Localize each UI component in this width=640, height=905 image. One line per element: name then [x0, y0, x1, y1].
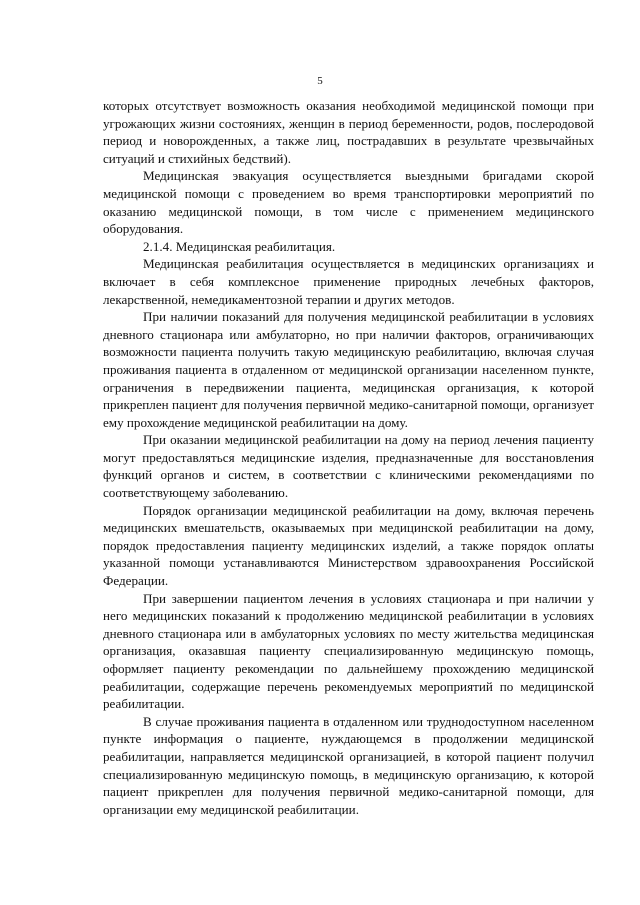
paragraph-medical-evacuation: Медицинская эвакуация осуществляется выездными бригадами скорой медицинской помощи с проведением во время транспортировки мероприятий по оказанию медицинской помощи, в том числе с применением медицинского оборудования.: [103, 168, 594, 237]
paragraph-procedure: Порядок организации медицинской реабилитации на дому, включая перечень медицинских вмешательств, оказываемых при медицинской реабилитации на дому, порядок предоставления пациенту медицинских изделий, а также порядок оплаты указанной помощи устанавливаются Министерством здравоохранения Российской Федерации.: [103, 502, 594, 589]
document-body: [103, 97, 594, 818]
paragraph-discharge-recommendations: При завершении пациентом лечения в условиях стационара и при наличии у него медицинских показаний к продолжению медицинской реабилитации в условиях дневного стационара или в амбулаторных условиях по месту жительства медицинская организация, оказавшая пациенту специализированную медицинскую помощь, оформляет пациенту рекомендации по дальнейшему прохождению медицинской реабилитации, содержащие перечень рекомендуемых мероприятий по медицинской реабилитации.: [103, 590, 594, 712]
paragraph-remote-settlement: В случае проживания пациента в отдаленном или труднодоступном населенном пункте информация о пациенте, нуждающемся в продолжении медицинской реабилитации, направляется медицинской организацией, в которой пациент получил специализированную медицинскую помощь, в медицинскую организацию, к которой пациент прикреплен для получения первичной медико-санитарной помощи, для организации ему медицинской реабилитации.: [103, 713, 594, 817]
paragraph-continuation: которых отсутствует возможность оказания необходимой медицинской помощи при угрожающих жизни состояниях, женщин в период беременности, родов, послеродовой период и новорожденных, а также лиц, пострадавших в результате чрезвычайных ситуаций и стихийных бедствий).: [103, 98, 594, 166]
section-heading: 2.1.4. Медицинская реабилитация.: [143, 238, 336, 254]
page-number: 5: [317, 75, 323, 87]
paragraph-medical-devices: При оказании медицинской реабилитации на дому на период лечения пациенту могут предоставляться медицинские изделия, предназначенные для восстановления функций органов и систем, в соответствии с клиническими рекомендациями по соответствующему заболеванию.: [103, 432, 594, 501]
paragraph-home-rehabilitation: При наличии показаний для получения медицинской реабилитации в условиях дневного стационара или амбулаторно, но при наличии факторов, ограничивающих возможности пациента получить такую медицинскую реабилитацию, включая случая проживания пациента в отдаленном от медицинской организации населенном пункте, ограничения в передвижении пациента, медицинская организация, к которой прикреплен пациент для получения первичной медико-санитарной помощи, организует ему прохождение медицинской реабилитации на дому.: [103, 309, 594, 430]
paragraph-rehabilitation-definition: Медицинская реабилитация осуществляется в медицинских организациях и включает в себя комплексное применение природных лечебных факторов, лекарственной, немедикаментозной терапии и других методов.: [103, 256, 594, 307]
